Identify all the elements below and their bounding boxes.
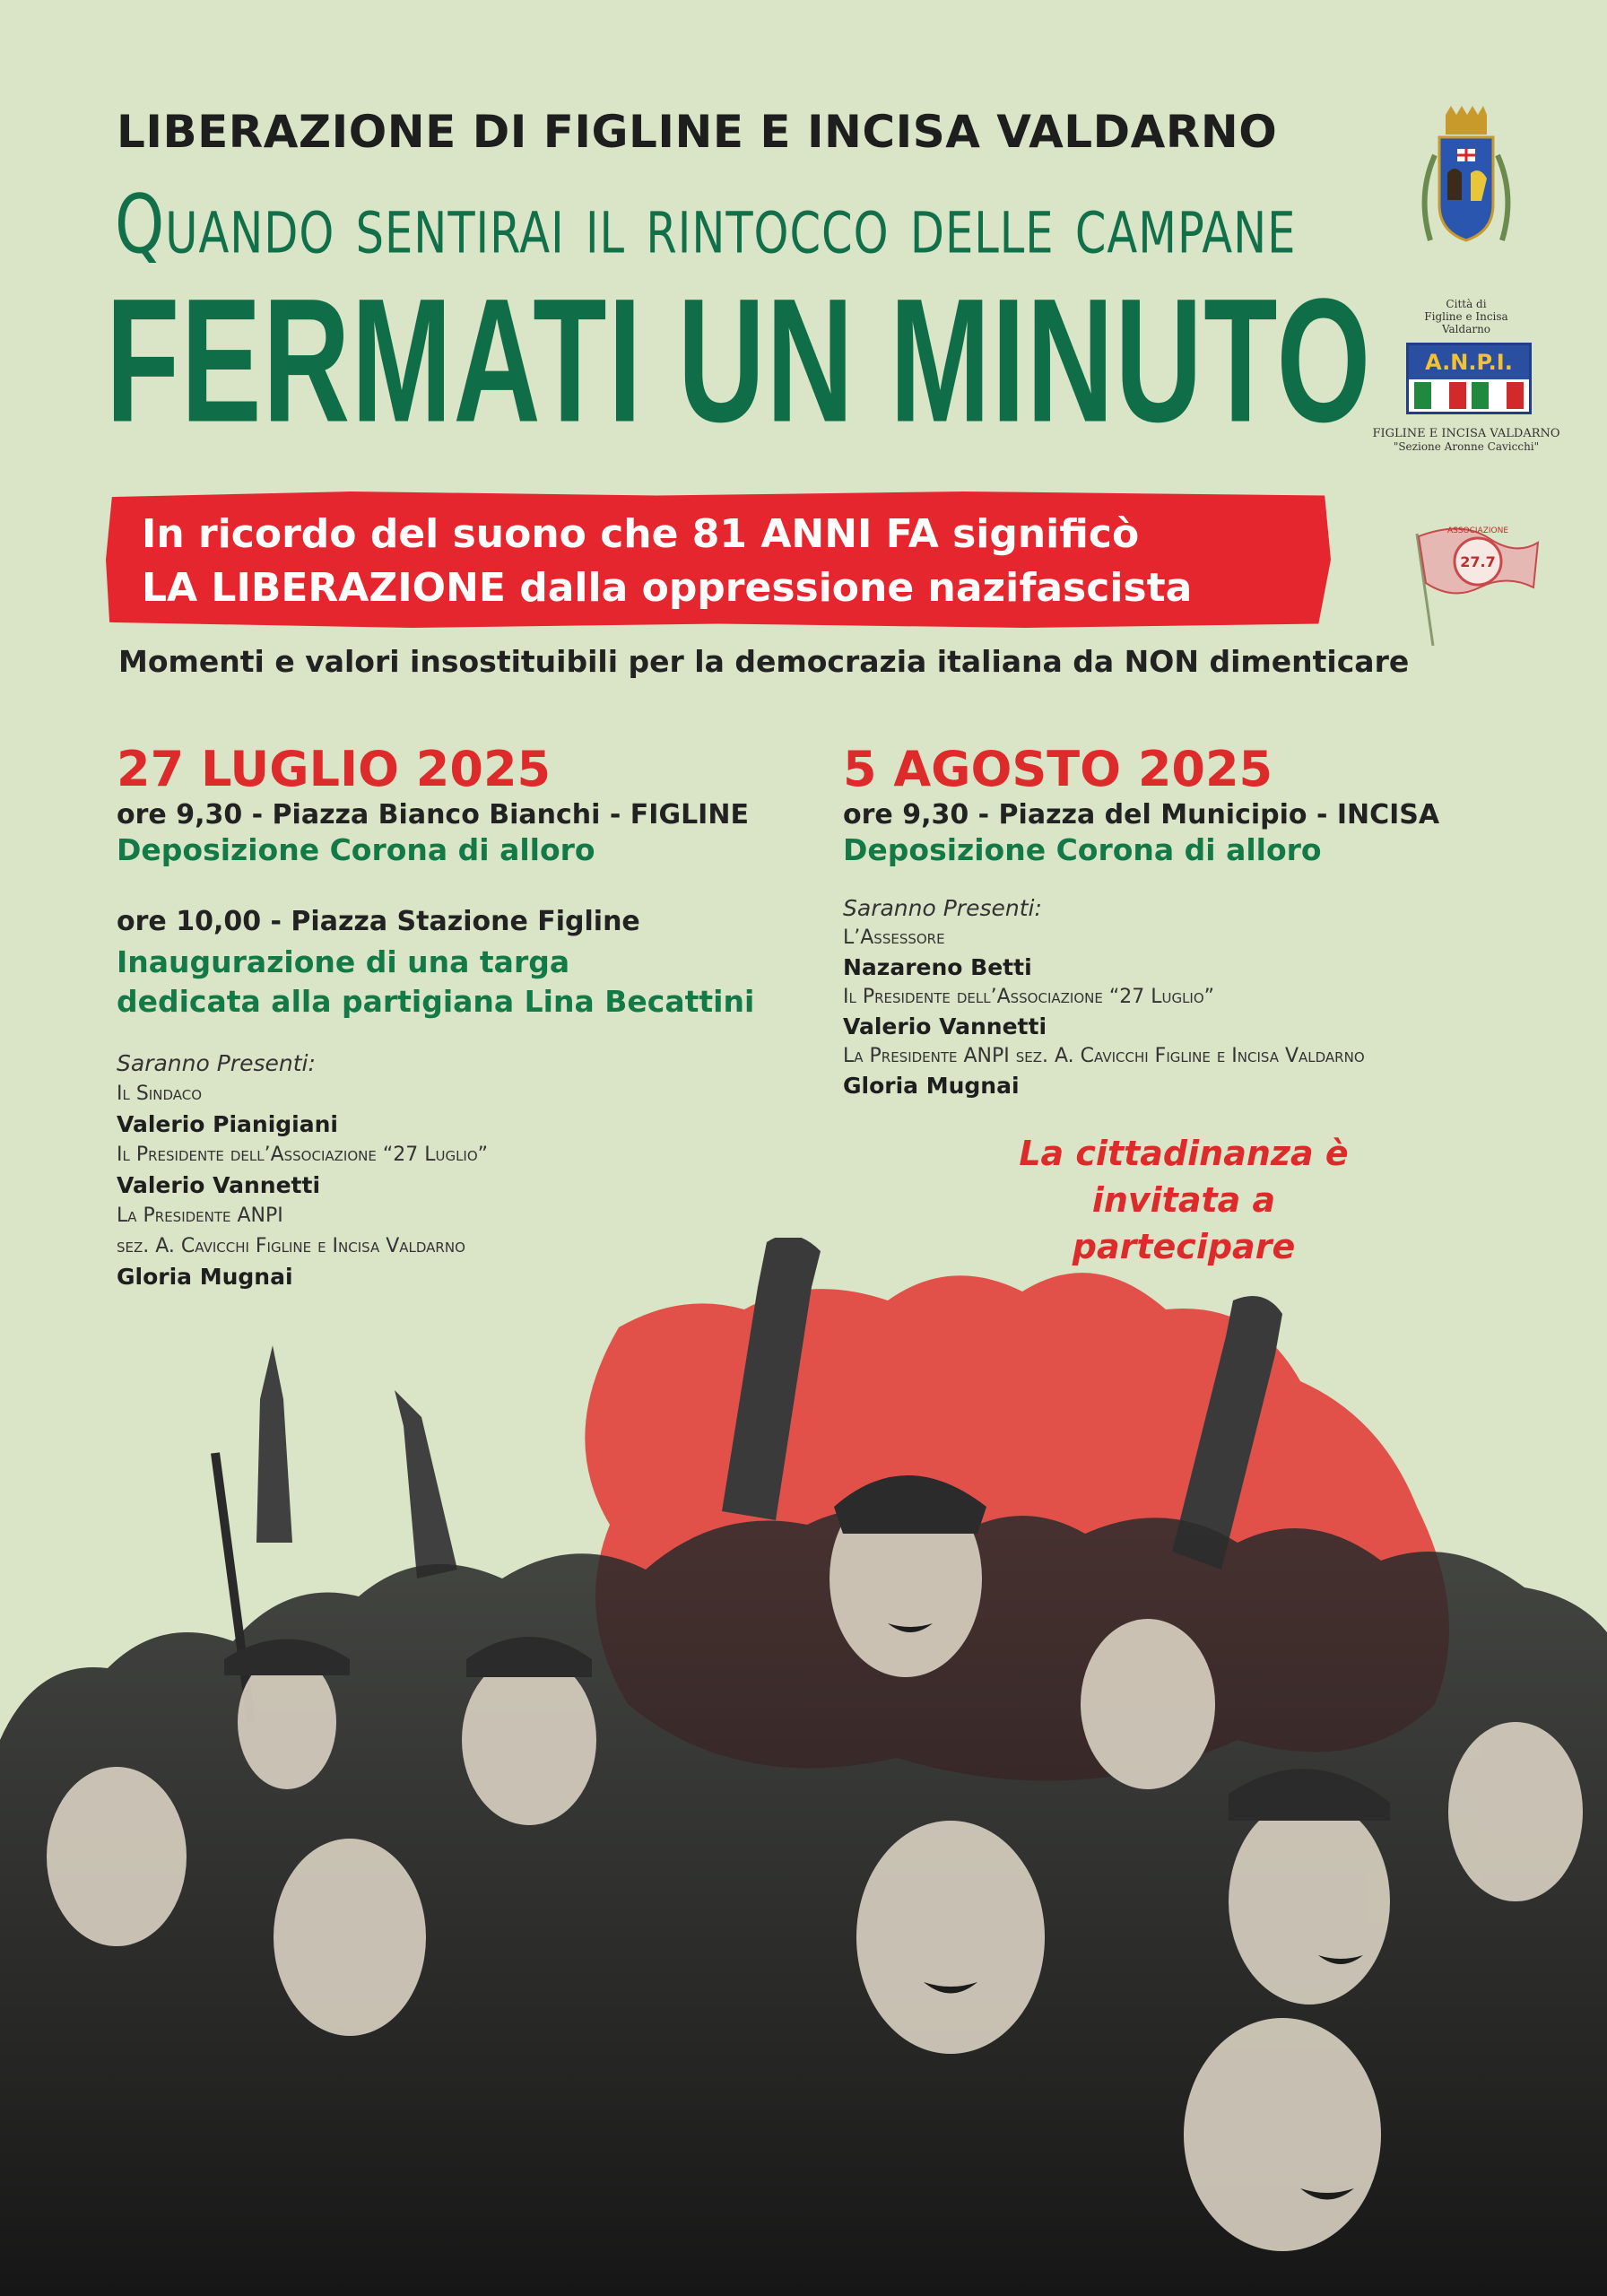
event-1-present-heading: Saranno Presenti: bbox=[117, 1050, 316, 1076]
comune-caption-3: Valdarno bbox=[1441, 323, 1491, 335]
anpi-badge bbox=[1406, 343, 1532, 414]
comune-caption-2: Figline e Incisa bbox=[1424, 310, 1508, 323]
event-1-date: 27 LUGLIO 2025 bbox=[117, 741, 552, 797]
comune-caption-1: Città di bbox=[1446, 298, 1487, 310]
raised-arm bbox=[395, 1390, 457, 1578]
banner-line-2: LA LIBERAZIONE dalla oppressione nazifascista bbox=[142, 565, 1193, 611]
event-1 bbox=[117, 741, 754, 1292]
associazione-27-luglio-logo bbox=[1408, 520, 1542, 655]
event-1-role: Il Presidente dell’Associazione “27 Luglio” bbox=[117, 1144, 489, 1166]
event-2-role: La Presidente ANPI sez. A. Cavicchi Figline e Incisa Valdarno bbox=[843, 1045, 1365, 1067]
event-2 bbox=[843, 741, 1439, 1100]
event-2-present-heading: Saranno Presenti: bbox=[843, 895, 1042, 921]
flag-icon bbox=[1408, 520, 1542, 655]
tagline: Momenti e valori insostituibili per la democrazia italiana da NON dimenticare bbox=[118, 644, 1410, 679]
event-1-slot-1-time: ore 9,30 - Piazza Bianco Bianchi - FIGLINE bbox=[117, 799, 749, 831]
event-1-name: Valerio Pianigiani bbox=[117, 1111, 338, 1137]
invitation-line-1: La cittadinanza è bbox=[1019, 1134, 1349, 1173]
crest-icon bbox=[1408, 106, 1524, 294]
event-2-presenters bbox=[843, 893, 1439, 1100]
supertitle: LIBERAZIONE DI FIGLINE E INCISA VALDARNO bbox=[117, 106, 1278, 158]
event-2-slot-1-title: Deposizione Corona di alloro bbox=[843, 832, 1322, 867]
event-1-slot-2-title-2: dedicata alla partigiana Lina Becattini bbox=[117, 984, 755, 1019]
assoc-number: 27.7 bbox=[1460, 553, 1496, 570]
anpi-badge-text: A.N.P.I. bbox=[1409, 345, 1529, 379]
event-1-name: Valerio Vannetti bbox=[117, 1172, 321, 1198]
event-2-role: L’Assessore bbox=[843, 926, 945, 949]
event-2-name: Gloria Mugnai bbox=[843, 1073, 1020, 1099]
event-1-name: Gloria Mugnai bbox=[117, 1264, 293, 1290]
event-2-slot-1-time: ore 9,30 - Piazza del Municipio - INCISA bbox=[843, 799, 1440, 831]
italian-flag-icon bbox=[1414, 382, 1524, 409]
event-1-slot-2-title-1: Inaugurazione di una targa bbox=[117, 944, 570, 979]
banner-text bbox=[142, 508, 1192, 615]
banner-line-1: In ricordo del suono che 81 ANNI FA significò bbox=[142, 511, 1140, 557]
title-line-1: Quando sentirai il rintocco delle campane bbox=[115, 179, 1297, 273]
anpi-logo bbox=[1372, 343, 1560, 453]
invitation-line-2: invitata a partecipare bbox=[1072, 1180, 1296, 1266]
crowd-illustration bbox=[0, 1238, 1607, 2296]
event-2-name: Nazareno Betti bbox=[843, 954, 1032, 980]
event-1-role: La Presidente ANPI bbox=[117, 1205, 283, 1227]
event-1-role: sez. A. Cavicchi Figline e Incisa Valdarno bbox=[117, 1235, 465, 1257]
assoc-ring-text: ASSOCIAZIONE bbox=[1446, 526, 1509, 535]
event-2-date: 5 AGOSTO 2025 bbox=[843, 741, 1273, 797]
anpi-caption-2: "Sezione Aronne Cavicchi" bbox=[1393, 440, 1540, 453]
event-1-slot-1-title: Deposizione Corona di alloro bbox=[117, 832, 595, 867]
comune-crest-logo bbox=[1408, 106, 1524, 335]
event-1-role: Il Sindaco bbox=[117, 1083, 203, 1105]
raised-arm bbox=[256, 1345, 292, 1543]
anpi-caption-1: FIGLINE E INCISA VALDARNO bbox=[1372, 427, 1560, 440]
event-2-role: Il Presidente dell’Associazione “27 Luglio” bbox=[843, 986, 1215, 1008]
title-line-2: FERMATI UN MINUTO bbox=[106, 261, 1372, 459]
event-2-name: Valerio Vannetti bbox=[843, 1013, 1047, 1039]
event-1-slot-2-time: ore 10,00 - Piazza Stazione Figline bbox=[117, 906, 640, 937]
